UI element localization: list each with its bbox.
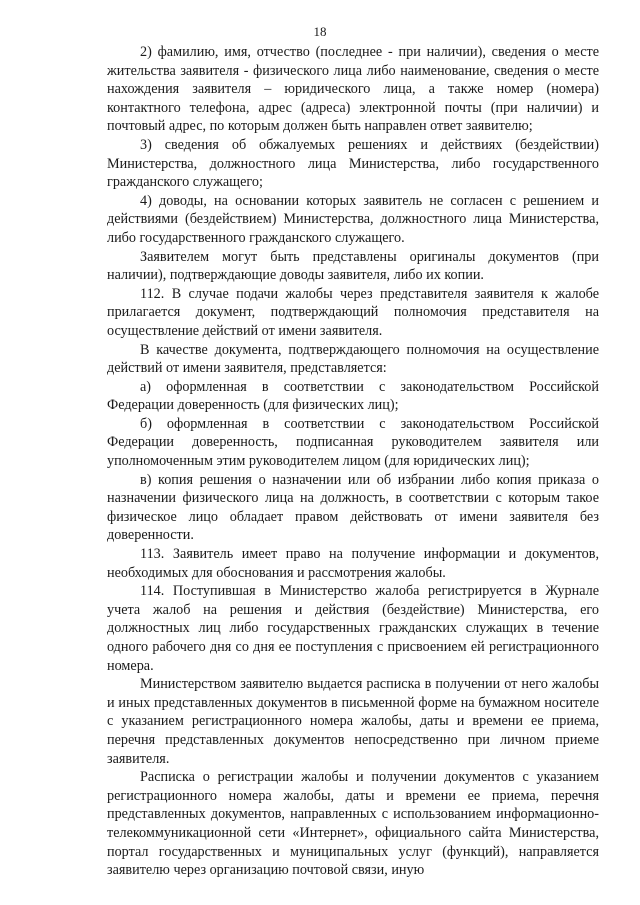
paragraph: Расписка о регистрации жалобы и получении документов с указанием регистрационного номера жалобы, даты и времени ее приема, перечня представленных документов, направленных с использованием информационно-телекоммуникационной сети «Интернет», официального сайта Министерства, портал государственных и муниципальных услуг (функций), направляется заявителю через организацию почтовой связи, иную	[107, 769, 599, 879]
paragraph: а) оформленная в соответствии с законодательством Российской Федерации доверенность (для физических лиц);	[107, 378, 599, 414]
paragraph: В качестве документа, подтверждающего полномочия на осуществление действий от имени заявителя, представляется:	[107, 341, 599, 377]
paragraph: 114. Поступившая в Министерство жалоба регистрируется в Журнале учета жалоб на решения и действия (бездействие) Министерства, его должностных лиц либо государственных гражданских служащих в течение одного рабочего дня со дня ее поступления с присвоением ей регистрационного номера.	[107, 583, 599, 674]
paragraph: 112. В случае подачи жалобы через представителя заявителя к жалобе прилагается документ, подтверждающий полномочия представителя на осуществление действий от имени заявителя.	[107, 285, 599, 339]
paragraph: в) копия решения о назначении или об избрании либо копия приказа о назначении физического лица на должность, в соответствии с которым такое физическое лицо обладает правом действовать от имени заявителя без доверенности.	[107, 471, 599, 544]
paragraph: 113. Заявитель имеет право на получение информации и документов, необходимых для обоснования и рассмотрения жалобы.	[107, 546, 599, 581]
paragraph: 4) доводы, на основании которых заявитель не согласен с решением и действиями (бездействием) Министерства, должностного лица Министерства, либо государственного гражданского служащего.	[107, 192, 599, 246]
paragraph: Заявителем могут быть представлены оригиналы документов (при наличии), подтверждающие доводы заявителя, либо их копии.	[107, 248, 599, 284]
paragraph: 2) фамилию, имя, отчество (последнее - при наличии), сведения о месте жительства заявителя - физического лица либо наименование, сведения о месте нахождения заявителя – юридического лица, а также номер (номера) контактного телефона, адрес (адреса) электронной почты (при наличии) и почтовый адрес, по которым должен быть направлен ответ заявителю;	[107, 44, 599, 135]
page-number: 18	[313, 24, 327, 39]
paragraph: Министерством заявителю выдается расписка в получении от него жалобы и иных представленных документов в письменной форме на бумажном носителе с указанием регистрационного номера жалобы, даты и времени ее приема, перечня представленных документов непосредственно при личном приеме заявителя.	[107, 676, 599, 767]
document-body	[107, 43, 599, 880]
paragraph: б) оформленная в соответствии с законодательством Российской Федерации доверенность, подписанная руководителем заявителя или уполномоченным этим руководителем лицом (для юридических лиц);	[107, 415, 599, 470]
paragraph: 3) сведения об обжалуемых решениях и действиях (бездействии) Министерства, должностного лица Министерства, либо государственного гражданского служащего;	[107, 136, 599, 191]
